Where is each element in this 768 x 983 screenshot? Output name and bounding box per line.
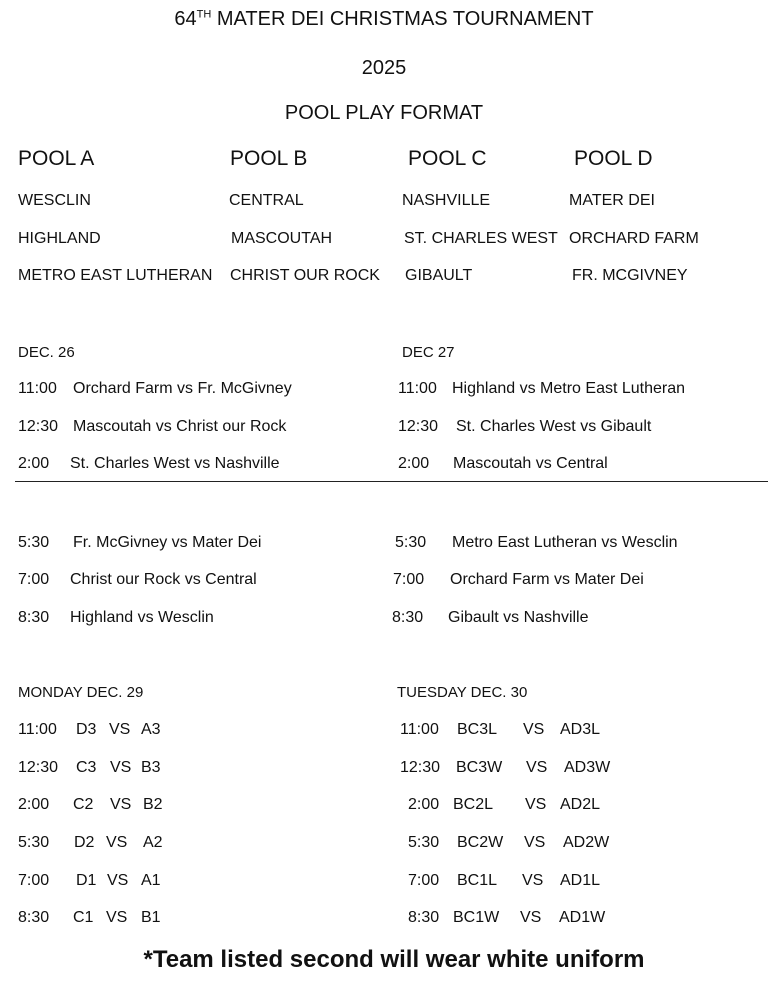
vs-label: VS: [107, 872, 129, 889]
seed-first: C2: [73, 796, 94, 813]
tournament-title: [0, 8, 768, 31]
seed-second: AD3L: [560, 721, 601, 738]
vs-label: VS: [520, 909, 542, 926]
game-matchup: Mascoutah vs Christ our Rock: [73, 418, 287, 435]
pool-team: MASCOUTAH: [231, 230, 333, 247]
seed-second: B3: [141, 759, 161, 776]
game-matchup: Christ our Rock vs Central: [70, 571, 257, 588]
game-time: 11:00: [400, 721, 439, 738]
game-matchup: Metro East Lutheran vs Wesclin: [452, 534, 678, 551]
pool-d-heading: POOL D: [574, 147, 653, 170]
pool-team: FR. MCGIVNEY: [572, 267, 688, 284]
pool-b-heading: POOL B: [230, 147, 308, 170]
pool-c-heading: POOL C: [408, 147, 487, 170]
seed-first: D2: [74, 834, 95, 851]
vs-label: VS: [106, 834, 128, 851]
game-time: 5:30: [408, 834, 440, 851]
seed-second: AD1W: [559, 909, 606, 926]
pool-a-heading: POOL A: [18, 147, 95, 170]
seed-second: AD3W: [564, 759, 611, 776]
tournament-year: 2025: [361, 57, 407, 79]
title-number: 64: [174, 8, 197, 30]
vs-label: VS: [524, 834, 546, 851]
seed-second: A2: [143, 834, 163, 851]
section-divider: [15, 481, 768, 482]
format-heading: POOL PLAY FORMAT: [284, 102, 484, 124]
vs-label: VS: [523, 721, 545, 738]
game-time: 2:00: [398, 455, 430, 472]
seed-first: BC3W: [456, 759, 503, 776]
seed-first: BC2L: [453, 796, 494, 813]
game-time: 2:00: [18, 455, 50, 472]
seed-second: A3: [141, 721, 161, 738]
game-time: 8:30: [18, 609, 50, 626]
seed-first: BC1W: [453, 909, 500, 926]
seed-second: B2: [143, 796, 163, 813]
seed-second: AD1L: [560, 872, 601, 889]
vs-label: VS: [109, 721, 131, 738]
game-time: 12:30: [18, 759, 59, 776]
game-time: 5:30: [18, 534, 50, 551]
game-matchup: St. Charles West vs Nashville: [70, 455, 280, 472]
seed-second: A1: [141, 872, 161, 889]
game-matchup: Fr. McGivney vs Mater Dei: [73, 534, 262, 551]
game-matchup: Highland vs Wesclin: [70, 609, 214, 626]
game-time: 7:00: [18, 571, 50, 588]
seed-second: B1: [141, 909, 161, 926]
game-time: 7:00: [408, 872, 440, 889]
day-label-dec26: DEC. 26: [18, 344, 75, 361]
day-label-dec27: DEC 27: [402, 344, 455, 361]
seed-first: D1: [76, 872, 97, 889]
game-time: 12:30: [398, 418, 439, 435]
game-matchup: St. Charles West vs Gibault: [456, 418, 652, 435]
pool-team: HIGHLAND: [18, 230, 101, 247]
game-time: 5:30: [395, 534, 427, 551]
title-ordinal: TH: [196, 8, 212, 21]
game-matchup: Highland vs Metro East Lutheran: [452, 380, 686, 397]
game-matchup: Mascoutah vs Central: [453, 455, 608, 472]
seed-first: C1: [73, 909, 94, 926]
pool-team: NASHVILLE: [402, 192, 491, 209]
game-time: 11:00: [18, 380, 57, 397]
seed-first: D3: [76, 721, 97, 738]
game-matchup: Orchard Farm vs Mater Dei: [450, 571, 644, 588]
pool-team: WESCLIN: [18, 192, 91, 209]
seed-first: BC1L: [457, 872, 498, 889]
vs-label: VS: [525, 796, 547, 813]
game-time: 11:00: [398, 380, 437, 397]
game-matchup: Gibault vs Nashville: [448, 609, 589, 626]
title-text: MATER DEI CHRISTMAS TOURNAMENT: [211, 8, 594, 30]
pool-team: CHRIST OUR ROCK: [230, 267, 380, 284]
uniform-note: *Team listed second will wear white uniform: [143, 946, 645, 973]
game-time: 12:30: [400, 759, 441, 776]
seed-first: C3: [76, 759, 97, 776]
seed-first: BC3L: [457, 721, 498, 738]
day-label-dec29: MONDAY DEC. 29: [18, 684, 144, 701]
pool-team: ORCHARD FARM: [569, 230, 699, 247]
day-label-dec30: TUESDAY DEC. 30: [397, 684, 528, 701]
game-time: 7:00: [18, 872, 50, 889]
seed-second: AD2L: [560, 796, 601, 813]
vs-label: VS: [522, 872, 544, 889]
vs-label: VS: [526, 759, 548, 776]
game-time: 7:00: [393, 571, 425, 588]
pool-team: ST. CHARLES WEST: [404, 230, 558, 247]
game-time: 5:30: [18, 834, 50, 851]
seed-second: AD2W: [563, 834, 610, 851]
vs-label: VS: [110, 796, 132, 813]
game-time: 8:30: [18, 909, 50, 926]
pool-team: METRO EAST LUTHERAN: [18, 267, 213, 284]
pool-team: GIBAULT: [405, 267, 473, 284]
game-time: 12:30: [18, 418, 59, 435]
pool-team: CENTRAL: [229, 192, 304, 209]
game-time: 8:30: [408, 909, 440, 926]
game-time: 2:00: [408, 796, 440, 813]
game-time: 11:00: [18, 721, 57, 738]
game-matchup: Orchard Farm vs Fr. McGivney: [73, 380, 292, 397]
vs-label: VS: [110, 759, 132, 776]
pool-team: MATER DEI: [569, 192, 655, 209]
game-time: 2:00: [18, 796, 50, 813]
game-time: 8:30: [392, 609, 424, 626]
seed-first: BC2W: [457, 834, 504, 851]
vs-label: VS: [106, 909, 128, 926]
